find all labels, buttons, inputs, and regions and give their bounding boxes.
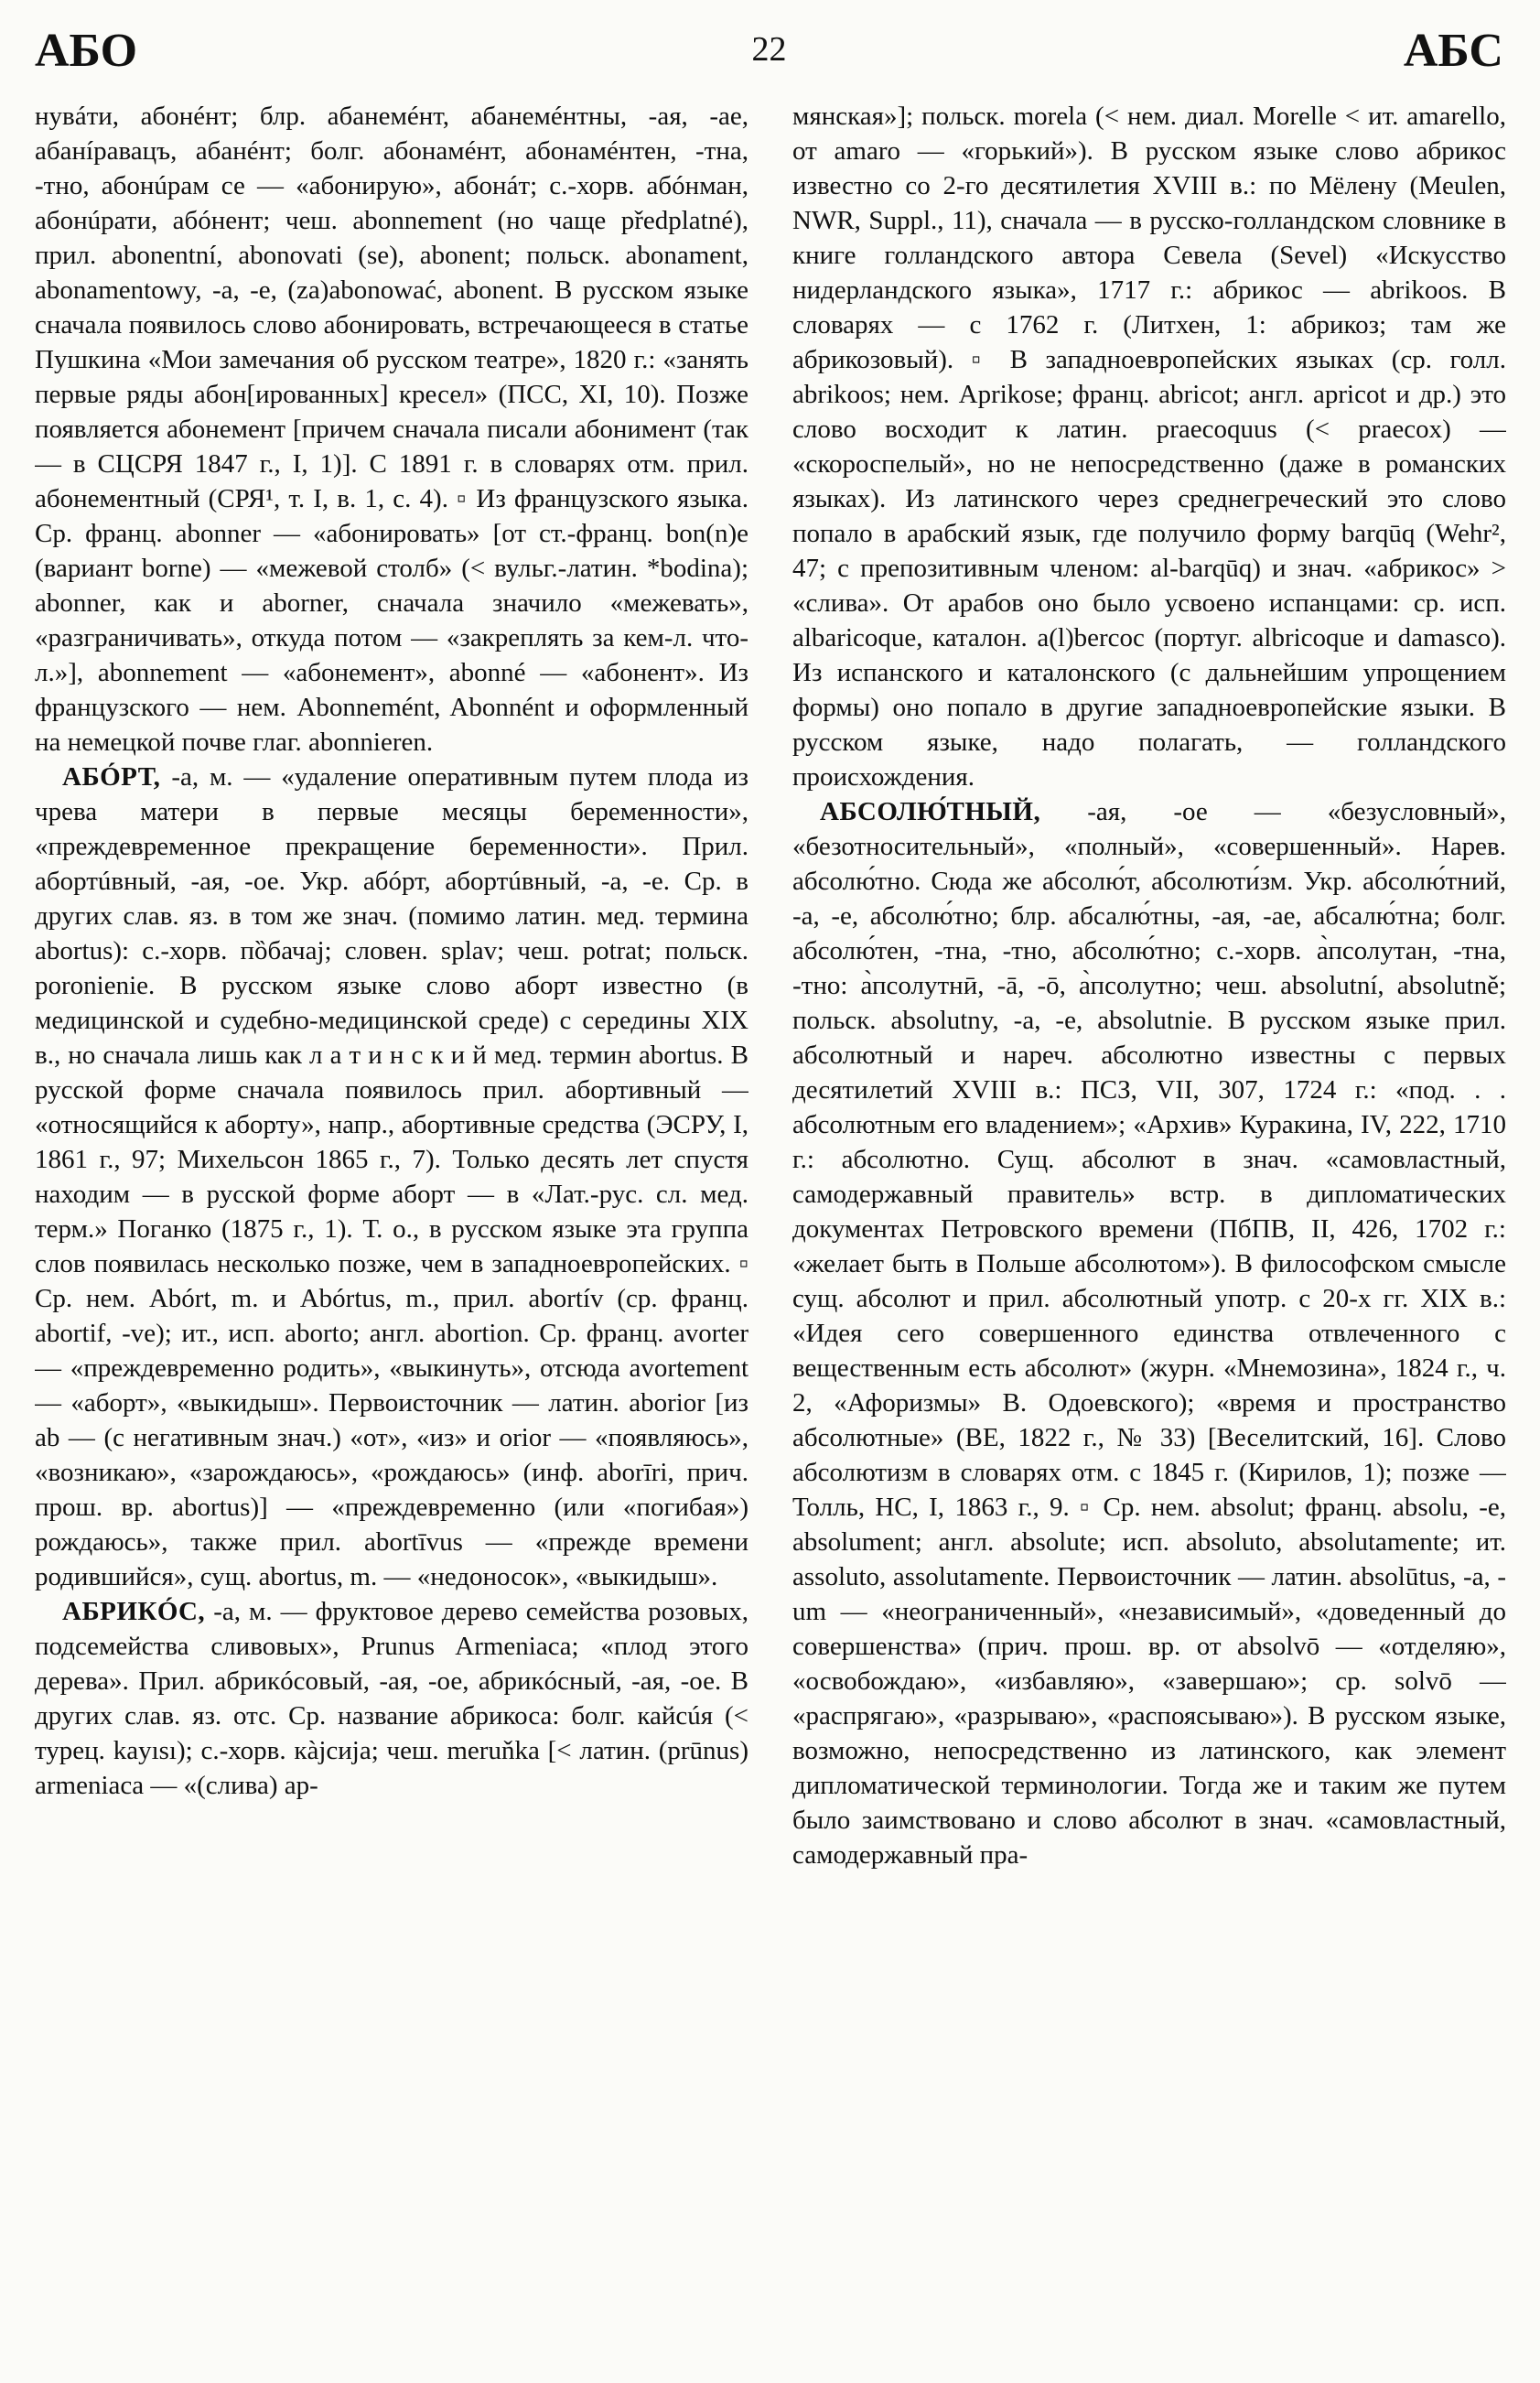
right-column [792,99,1506,2350]
entry-abort-body: -а, м. — «удаление оперативным путем плода из чрева матери в первые месяцы беременности», «преждевременное прекращение беременности». Прил. абортúвный, -ая, -ое. Укр. абóрт, абортúвный, -а, -е. Ср. в других слав. яз. в том же знач. (помимо латин. мед. термина abortus): с.-хорв. пȍбачај; словен. splav; чеш. potrat; польск. poronienie. В русском языке слово аборт известно (в медицинской и судебно-медицинской среде) с середины XIX в., но сначала лишь как л а т и н с к и й мед. термин abortus. В русской форме сначала появилось прил. абортивный — «относящийся к аборту», напр., абортивные средства (ЭСРУ, I, 1861 г., 97; Михельсон 1865 г., 7). Только десять лет спустя находим — в русской форме аборт — в «Лат.-рус. сл. мед. терм.» Поганко (1875 г., 1). Т. о., в русском языке эта группа слов появилась несколько позже, чем в западноевропейских. ▫ Ср. нем. Abórt, m. и Abórtus, m., прил. abortív (ср. франц. abortif, -ve); ит., исп. aborto; англ. abortion. Ср. франц. avorter — «преждевременно родить», «выкинуть», отсюда avortement — «аборт», «выкидыш». Первоисточник — латин. aborior [из ab — (с негативным знач.) «от», «из» и orior — «появляюсь», «возникаю», «зарождаюсь», «рождаюсь» (инф. aborīri, прич. прош. вр. abortus)] — «преждевременно (или «погибая») рождаюсь», также прил. abortīvus — «прежде времени родившийся», сущ. abortus, m. — «недоносок», «выкидыш». [35,762,748,1591]
page-number: 22 [751,30,787,69]
headword-abort: АБÓРТ, [62,762,161,792]
entry-continuation-abrikos: мянская»]; польск. morela (< нем. диал. Morelle < ит. amarello, от amaro — «горький»). В русском языке слово абрикос известно со 2-го десятилетия XVIII в.: по Мёлену (Meulen, NWR, Suppl., 11), сначала — в русско-голландском словнике в книге голландского автора Севела (Sevel) «Искусство нидерландского языка», 1717 г.: абрикос — abrikoos. В словарях — с 1762 г. (Литхен, 1: абрикоз; там же абрикозовый). ▫ В западноевропейских языках (ср. голл. abrikoos; нем. Aprikose; франц. abricot; англ. apricot и др.) это слово восходит к латин. praecoquus (< praecox) — «скороспелый», но не непосредственно (даже в романских языках). Из латинского через среднегреческий это слово попало в арабский язык, где получило форму barqūq (Wehr², 47; с препозитивным членом: al-barqūq) и знач. «абрикос» > «слива». От арабов оно было усвоено испанцами: ср. исп. albaricoque, каталон. a(l)bercoc (португ. albricoque и damasco). Из испанского и каталонского (с дальнейшим упрощением формы) оно попало в другие западноевропейские языки. В русском языке, надо полагать, — голландского происхождения. [792,102,1506,792]
entry-absolyutnyy [792,794,1506,1872]
entry-continuation-abonement: нувáти, абонéнт; блр. абанемéнт, абанемéнтны, -ая, -ае, абанíравацъ, абанéнт; болг. абонамéнт, абонамéнтен, -тна, -тно, абонúрам се — «абонирую», абонáт; с.-хорв. абóнман, абонúрати, абóнент; чеш. abonnement (но чаще předplatné), прил. abonentní, abonovati (se), abonent; польск. abonament, abonamentowy, -a, -e, (za)abonować, abonent. В русском языке сначала появилось слово абонировать, встречающееся в статье Пушкина «Мои замечания об русском театре», 1820 г.: «занять первые ряды абон[ированных] кресел» (ПСС, XI, 10). Позже появляется абонемент [причем сначала писали абонимент (так — в СЦСРЯ 1847 г., I, 1)]. С 1891 г. в словарях отм. прил. абонементный (СРЯ¹, т. I, в. 1, с. 4). ▫ Из французского языка. Ср. франц. abonner — «абонировать» [от ст.-франц. bon(n)e (вариант borne) — «межевой столб» (< вульг.-латин. *bodina); abonner, как и aborner, сначала значило «межевать», «разграничивать», откуда потом — «закреплять за кем-л. что-л.»], abonnement — «абонемент», abonné — «абонент». Из французского — нем. Abonnemént, Abonnént и оформленный на немецкой почве глаг. abonnieren. [35,102,748,757]
running-head-left: АБО [35,25,138,77]
running-head-right: АБС [1403,25,1503,77]
headword-abrikos: АБРИКÓС, [62,1597,206,1626]
entry-abrikos [35,1594,748,1803]
entry-abort [35,760,748,1594]
left-column [35,99,748,2350]
page-header [35,24,1503,79]
headword-absolyutnyy: АБСОЛЮ́ТНЫЙ, [820,797,1041,826]
entry-abrikos-body: -а, м. — фруктовое дерево семейства розовых, подсемейства сливовых», Prunus Armeniaca; «плод этого дерева». Прил. абрикóсовый, -ая, -ое, абрикóсный, -ая, -ое. В других слав. яз. отс. Ср. название абрикоса: болг. кайсúя (< турец. kayısı); с.-хорв. кàјсија; чеш. meruňka [< латин. (prūnus) armeniaca — «(слива) ар- [35,1597,748,1800]
entry-absolyutnyy-body: -ая, -ое — «безусловный», «безотносительный», «полный», «совершенный». Нарев. абсолю́тно. Сюда же абсолю́т, абсолюти́зм. Укр. абсолю́тний, -а, -е, абсолю́тно; блр. абсалю́тны, -ая, -ае, абсалю́тна; болг. абсолю́тен, -тна, -тно, абсолю́тно; с.-хорв. а̀псолутан, -тна, -тно: а̀псолутнӣ, -ā, -ō, а̀псолутно; чеш. absolutní, absolutně; польск. absolutny, -a, -e, absolutnie. В русском языке прил. абсолютный и нареч. абсолютно известны с первых десятилетий XVIII в.: ПСЗ, VII, 307, 1724 г.: «под. . . абсолютным его владением»; «Архив» Куракина, IV, 222, 1710 г.: абсолютно. Сущ. абсолют в знач. «самовластный, самодержавный правитель» встр. в дипломатических документах Петровского времени (ПбПВ, II, 426, 1702 г.: «желает быть в Польше абсолютом»). В философском смысле сущ. абсолют и прил. абсолютный употр. с 20-х гг. XIX в.: «Идея сего совершенного единства отвлеченного с вещественным есть абсолют» (журн. «Мнемозина», 1824 г., ч. 2, «Афоризмы» В. Одоевского); «время и пространство абсолютные» (ВЕ, 1822 г., № 33) [Веселитский, 16]. Слово абсолютизм в словарях отм. с 1845 г. (Кирилов, 1); позже — Толль, НС, I, 1863 г., 9. ▫ Ср. нем. absolut; франц. absolu, -e, absolument; англ. absolute; исп. absoluto, absolutamente; ит. assoluto, assolutamente. Первоисточник — латин. absolūtus, -a, -um — «неограниченный», «независимый», «доведенный до совершенства» (прич. прош. вр. от absolvō — «отделяю», «освобождаю», «избавляю», «завершаю»; ср. solvō — «распрягаю», «разрываю», «распоясываю»). В русском языке, возможно, непосредственно из латинского, как элемент дипломатической терминологии. Тогда же и таким же путем было заимствовано и слово абсолют в знач. «самовластный, самодержавный пра- [792,797,1506,1870]
